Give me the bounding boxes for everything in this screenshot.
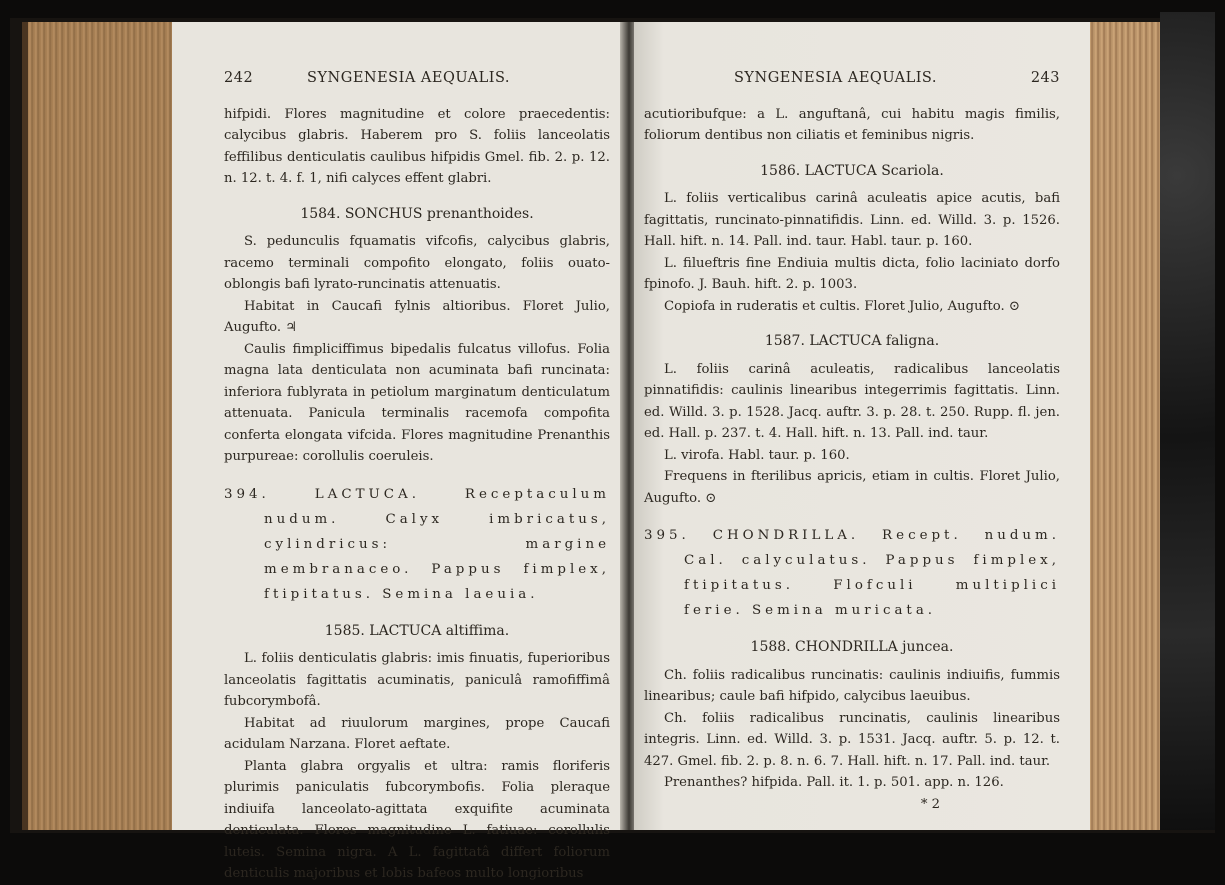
entry-1587-habitat: Frequens in fterilibus apricis, etiam in cultis. Floret Julio, Augufto. ⊙	[644, 469, 1060, 506]
entry-1586-habitat: Copiofa in ruderatis et cultis. Floret Julio, Augufto. ⊙	[664, 298, 1020, 314]
entry-1587-diagnosis: L. foliis carinâ aculeatis, radicalibus lanceolatis pinnatifidis: caulinis linearibus integerrimis fagittatis. Linn. ed. Willd. 3. p. 1528. Jacq. auftr. 3. p. 28. t. 250. Rupp. fl. jen. ed. Hall. p. 237. t. 4. Hall. hift. n. 13. Pall. ind. taur.	[644, 361, 1060, 441]
marbled-cover	[1160, 12, 1215, 830]
entry-1586-synonym: L. filueftris fine Endiuia multis dicta, folio laciniato dorfo fpinofo. J. Bauh. hift. 2. p. 1003.	[644, 255, 1060, 292]
page-edges-left	[22, 22, 180, 830]
left-intro-paragraph: hifpidi. Flores magnitudine et colore praecedentis: calycibus glabris. Haberem pro S. foliis lanceolatis feffilibus denticulatis caulibus hifpidis Gmel. fib. 2. p. 12. n. 12. t. 4. f. 1, nifi calyces effent glabri.	[224, 106, 610, 186]
left-page-number: 242	[224, 70, 254, 86]
entry-1587-synonym: L. virofa. Habl. taur. p. 160.	[664, 447, 850, 463]
page-edges-right	[1088, 22, 1160, 830]
entry-1584-heading: 1584. SONCHUS prenanthoides.	[300, 205, 534, 222]
entry-1585-heading: 1585. LACTUCA altiffima.	[324, 622, 510, 639]
signature-mark: * 2	[920, 796, 940, 812]
entry-1585-description: Planta glabra orgyalis et ultra: ramis floriferis plurimis paniculatis fubcorymbofis. Folia pleraque indiuifa lanceolato-agittata exquifite acuminata denticulata. Flores magnitudine L. fatiuae: corollulis luteis. Semina nigra. A L. fagittatâ differt foliorum denticulis majoribus et lobis bafeos multo longioribus	[224, 758, 610, 881]
entry-1587-heading: 1587. LACTUCA faligna.	[764, 333, 940, 349]
left-running-title: SYNGENESIA AEQUALIS.	[307, 70, 510, 86]
entry-1585-habitat: Habitat ad riuulorum margines, prope Caucafi acidulam Narzana. Floret aeftate.	[224, 715, 610, 752]
right-running-head	[644, 68, 1060, 90]
left-running-head	[224, 68, 610, 90]
entry-1584-diagnosis: S. pedunculis fquamatis vifcofis, calycibus glabris, racemo terminali compofito elongato, foliis ouato-oblongis bafi lyrato-runcinatis attenuatis.	[224, 234, 610, 292]
entry-1588-reference: Prenanthes? hifpida. Pall. it. 1. p. 501. app. n. 126.	[664, 775, 1004, 790]
entry-1586-diagnosis: L. foliis verticalibus carinâ aculeatis apice acutis, bafi fagittatis, runcinato-pinnatifidis. Linn. ed. Willd. 3. p. 1526. Hall. hift. n. 14. Pall. ind. taur. Habl. taur. p. 160.	[644, 191, 1060, 249]
left-page	[172, 22, 624, 881]
right-page-number: 243	[1030, 70, 1060, 86]
entry-1586-heading: 1586. LACTUCA Scariola.	[760, 162, 944, 179]
entry-1585-diagnosis: L. foliis denticulatis glabris: imis finuatis, fuperioribus lanceolatis fagittatis acuminatis, paniculâ ramofiffimâ fubcorymbofâ.	[224, 651, 610, 709]
entry-1588-diagnosis: Ch. foliis radicalibus runcinatis: caulinis indiuifis, fummis linearibus; caule bafi hifpido, calycibus laeuibus.	[644, 667, 1060, 704]
entry-1584-description: Caulis fimpliciffimus bipedalis fulcatus villofus. Folia magna lata denticulata non acuminata bafi runcinata: inferiora fublyrata in petiolum marginatum denticulatum attenuata. Panicula terminalis racemofa compofita conferta elongata vifcida. Flores magnitudine Prenanthis purpureae: corollulis coeruleis.	[224, 341, 610, 464]
entry-1588-synonym: Ch. foliis radicalibus runcinatis, caulinis linearibus integris. Linn. ed. Willd. 3. p. 1531. Jacq. auftr. 5. p. 12. t. 427. Gmel. fib. 2. p. 8. n. 6. 7. Hall. hift. n. 17. Pall. ind. taur.	[644, 710, 1060, 769]
right-intro-paragraph: acutioribufque: a L. anguftanâ, cui habitu magis fimilis, foliorum dentibus non ciliatis et feminibus nigris.	[644, 106, 1060, 143]
entry-1584-habitat: Habitat in Caucafi fylnis altioribus. Floret Julio, Augufto. ♃	[224, 298, 610, 335]
entry-1588-heading: 1588. CHONDRILLA juncea.	[750, 639, 954, 655]
right-page	[634, 22, 1090, 830]
genus-395-chondrilla: 395. CHONDRILLA. Recept. nudum. Cal. calyculatus. Pappus fimplex, ftipitatus. Flofculi multiplici ferie. Semina muricata.	[644, 528, 1060, 618]
right-running-title: SYNGENESIA AEQUALIS.	[734, 70, 937, 86]
genus-394-lactuca: 394. LACTUCA. Receptaculum nudum. Calyx imbricatus, cylindricus: margine membranaceo. Pappus fimplex, ftipitatus. Semina laeuia.	[224, 486, 610, 602]
